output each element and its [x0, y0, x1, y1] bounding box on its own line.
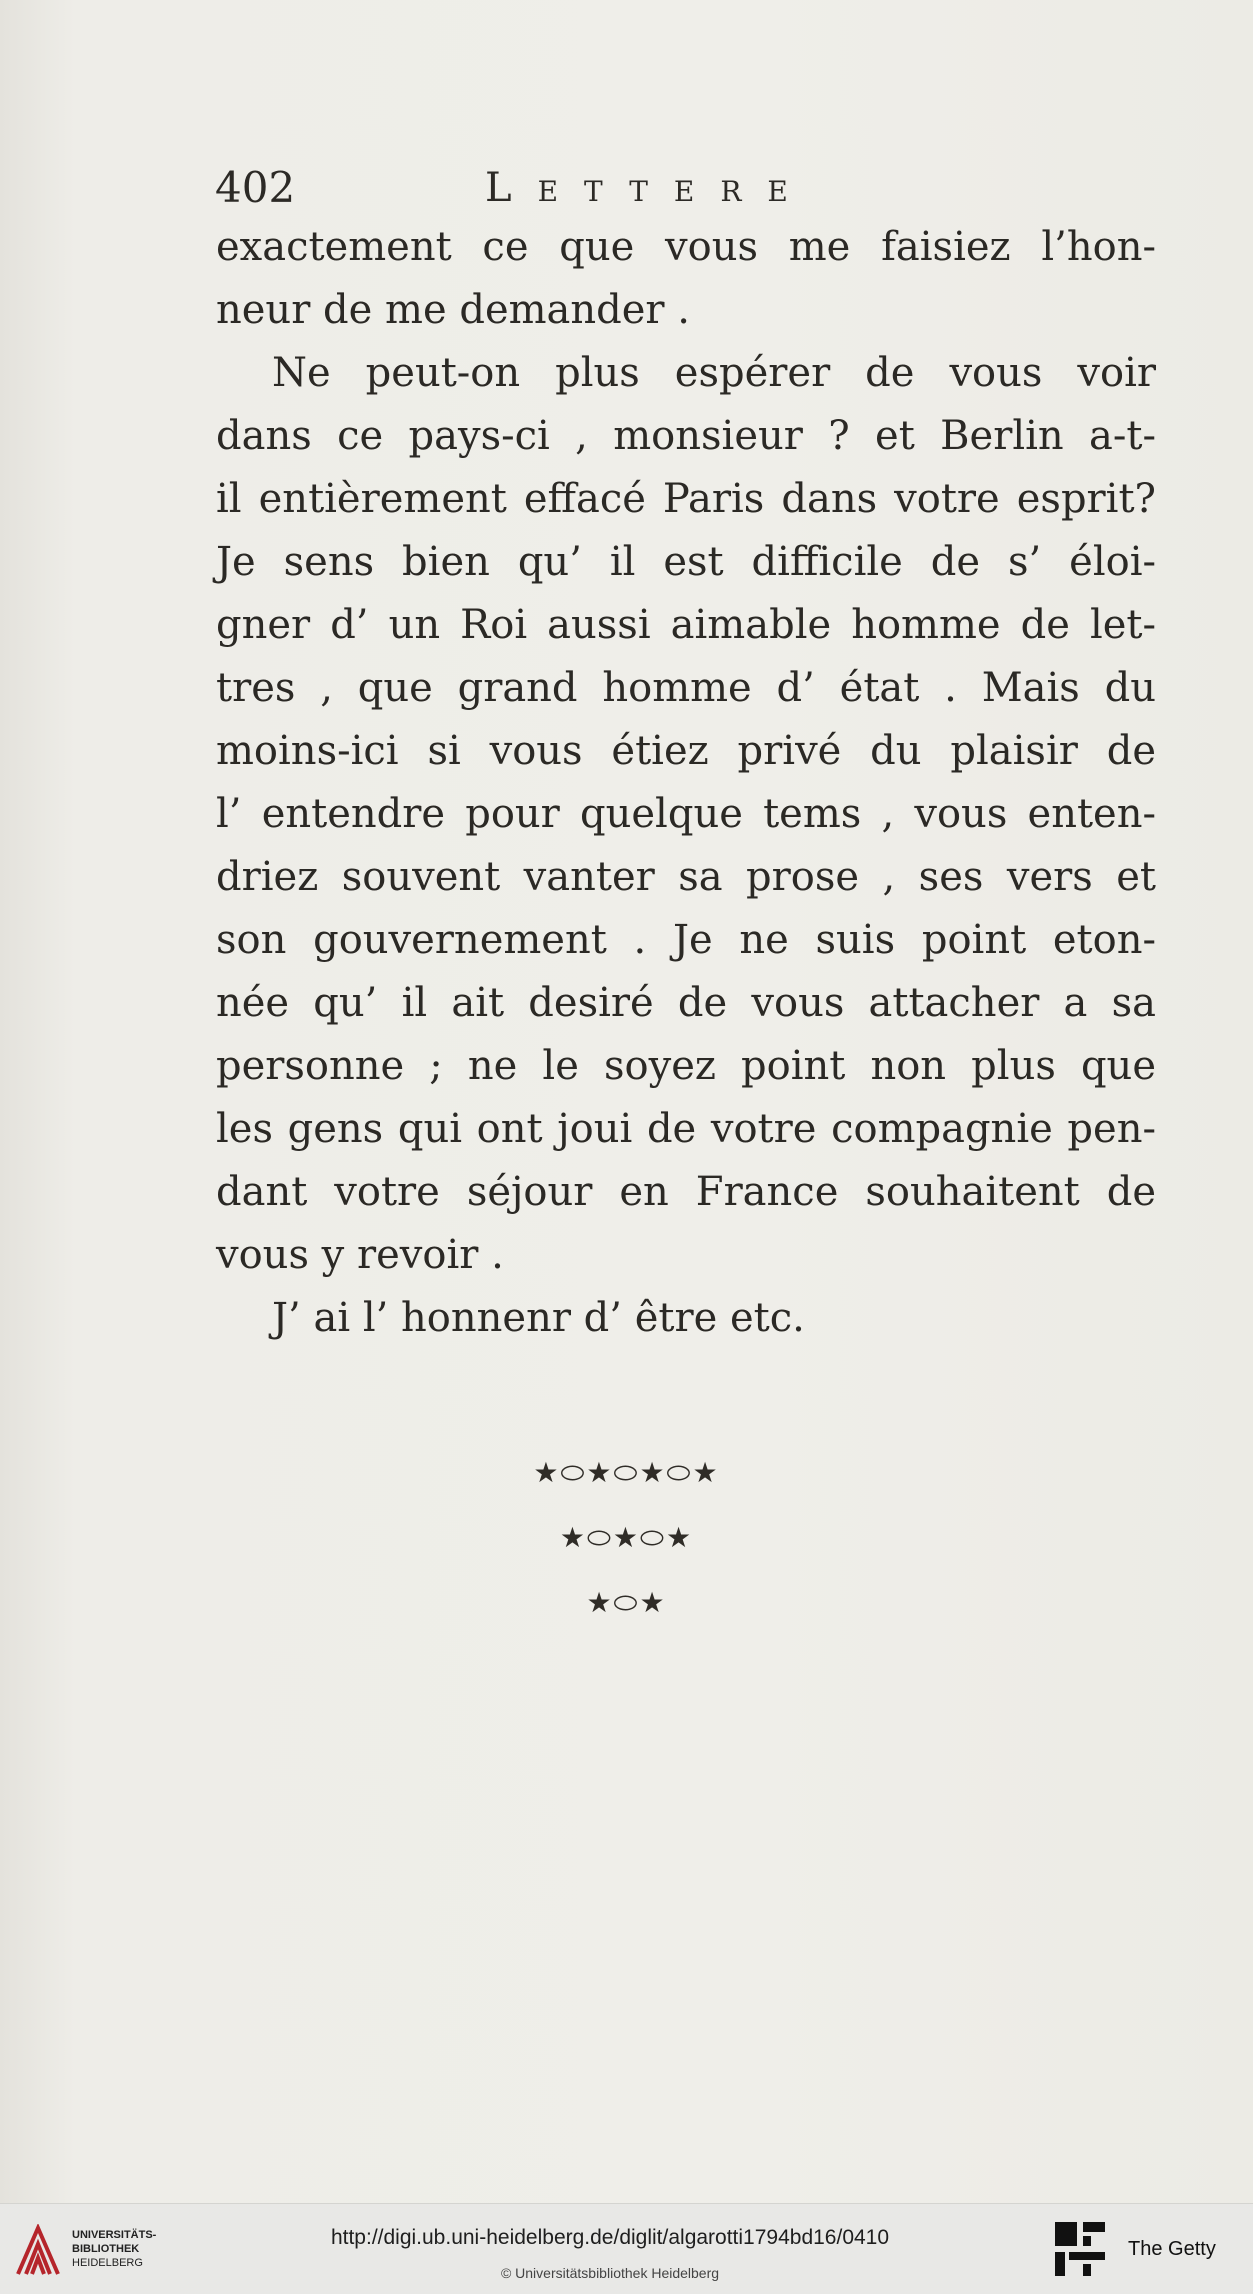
text-line: dant votre séjour en France souhaitent de	[216, 1169, 1156, 1215]
digitization-footer	[0, 2203, 1253, 2294]
text-line: l’ entendre pour quelque tems , vous enten-	[216, 791, 1156, 837]
library-name-line: HEIDELBERG	[72, 2257, 143, 2269]
text-line: driez souvent vanter sa prose , ses vers et	[216, 854, 1156, 900]
tailpiece-ornament	[0, 1440, 1253, 1635]
text-line: Je sens bien qu’ il est difficile de s’ éloi-	[216, 539, 1156, 585]
text-line: née qu’ il ait desiré de vous attacher a sa	[216, 980, 1156, 1026]
text-line: les gens qui ont joui de votre compagnie pen-	[216, 1106, 1156, 1152]
library-name-line: BIBLIOTHEK	[72, 2243, 140, 2255]
text-line: tres , que grand homme d’ état . Mais du	[216, 665, 1156, 711]
ornament-row-icon: ★⬭★	[586, 1586, 667, 1619]
text-line: son gouvernement . Je ne suis point eton-	[216, 917, 1156, 963]
text-line: dans ce pays-ci , monsieur ? et Berlin a-t-	[216, 413, 1156, 459]
body-text	[216, 216, 1156, 1350]
permalink-url[interactable]: http://digi.ub.uni-heidelberg.de/diglit/algarotti1794bd16/0410	[330, 2226, 890, 2249]
text-line: Ne peut-on plus espérer de vous voir	[272, 350, 1156, 396]
text-line: exactement ce que vous me faisiez l’hon-	[216, 224, 1156, 270]
page-header	[215, 160, 1165, 216]
text-line: gner d’ un Roi aussi aimable homme de let-	[216, 602, 1156, 648]
library-name-line: UNIVERSITÄTS-	[72, 2229, 157, 2241]
ornament-row-icon: ★⬭★⬭★⬭★	[533, 1456, 720, 1489]
university-library-logo-icon	[14, 2224, 62, 2278]
text-line: vous y revoir .	[216, 1232, 504, 1278]
text-line: moins-ici si vous étiez privé du plaisir de	[216, 728, 1156, 774]
ornament-row-icon: ★⬭★⬭★	[559, 1521, 694, 1554]
text-line: il entièrement effacé Paris dans votre esprit?	[216, 476, 1156, 522]
library-name	[72, 2228, 182, 2270]
getty-logo-icon	[1053, 2220, 1109, 2278]
text-line: personne ; ne le soyez point non plus que	[216, 1043, 1156, 1089]
copyright-notice: © Universitätsbibliothek Heidelberg	[500, 2265, 720, 2281]
getty-name: The Getty	[1128, 2238, 1216, 2260]
text-line: neur de me demander .	[216, 287, 690, 333]
closing-line: J’ ai l’ honnenr d’ être etc.	[272, 1295, 805, 1341]
page-number: 402	[215, 163, 296, 212]
running-title: Lettere	[485, 165, 814, 211]
